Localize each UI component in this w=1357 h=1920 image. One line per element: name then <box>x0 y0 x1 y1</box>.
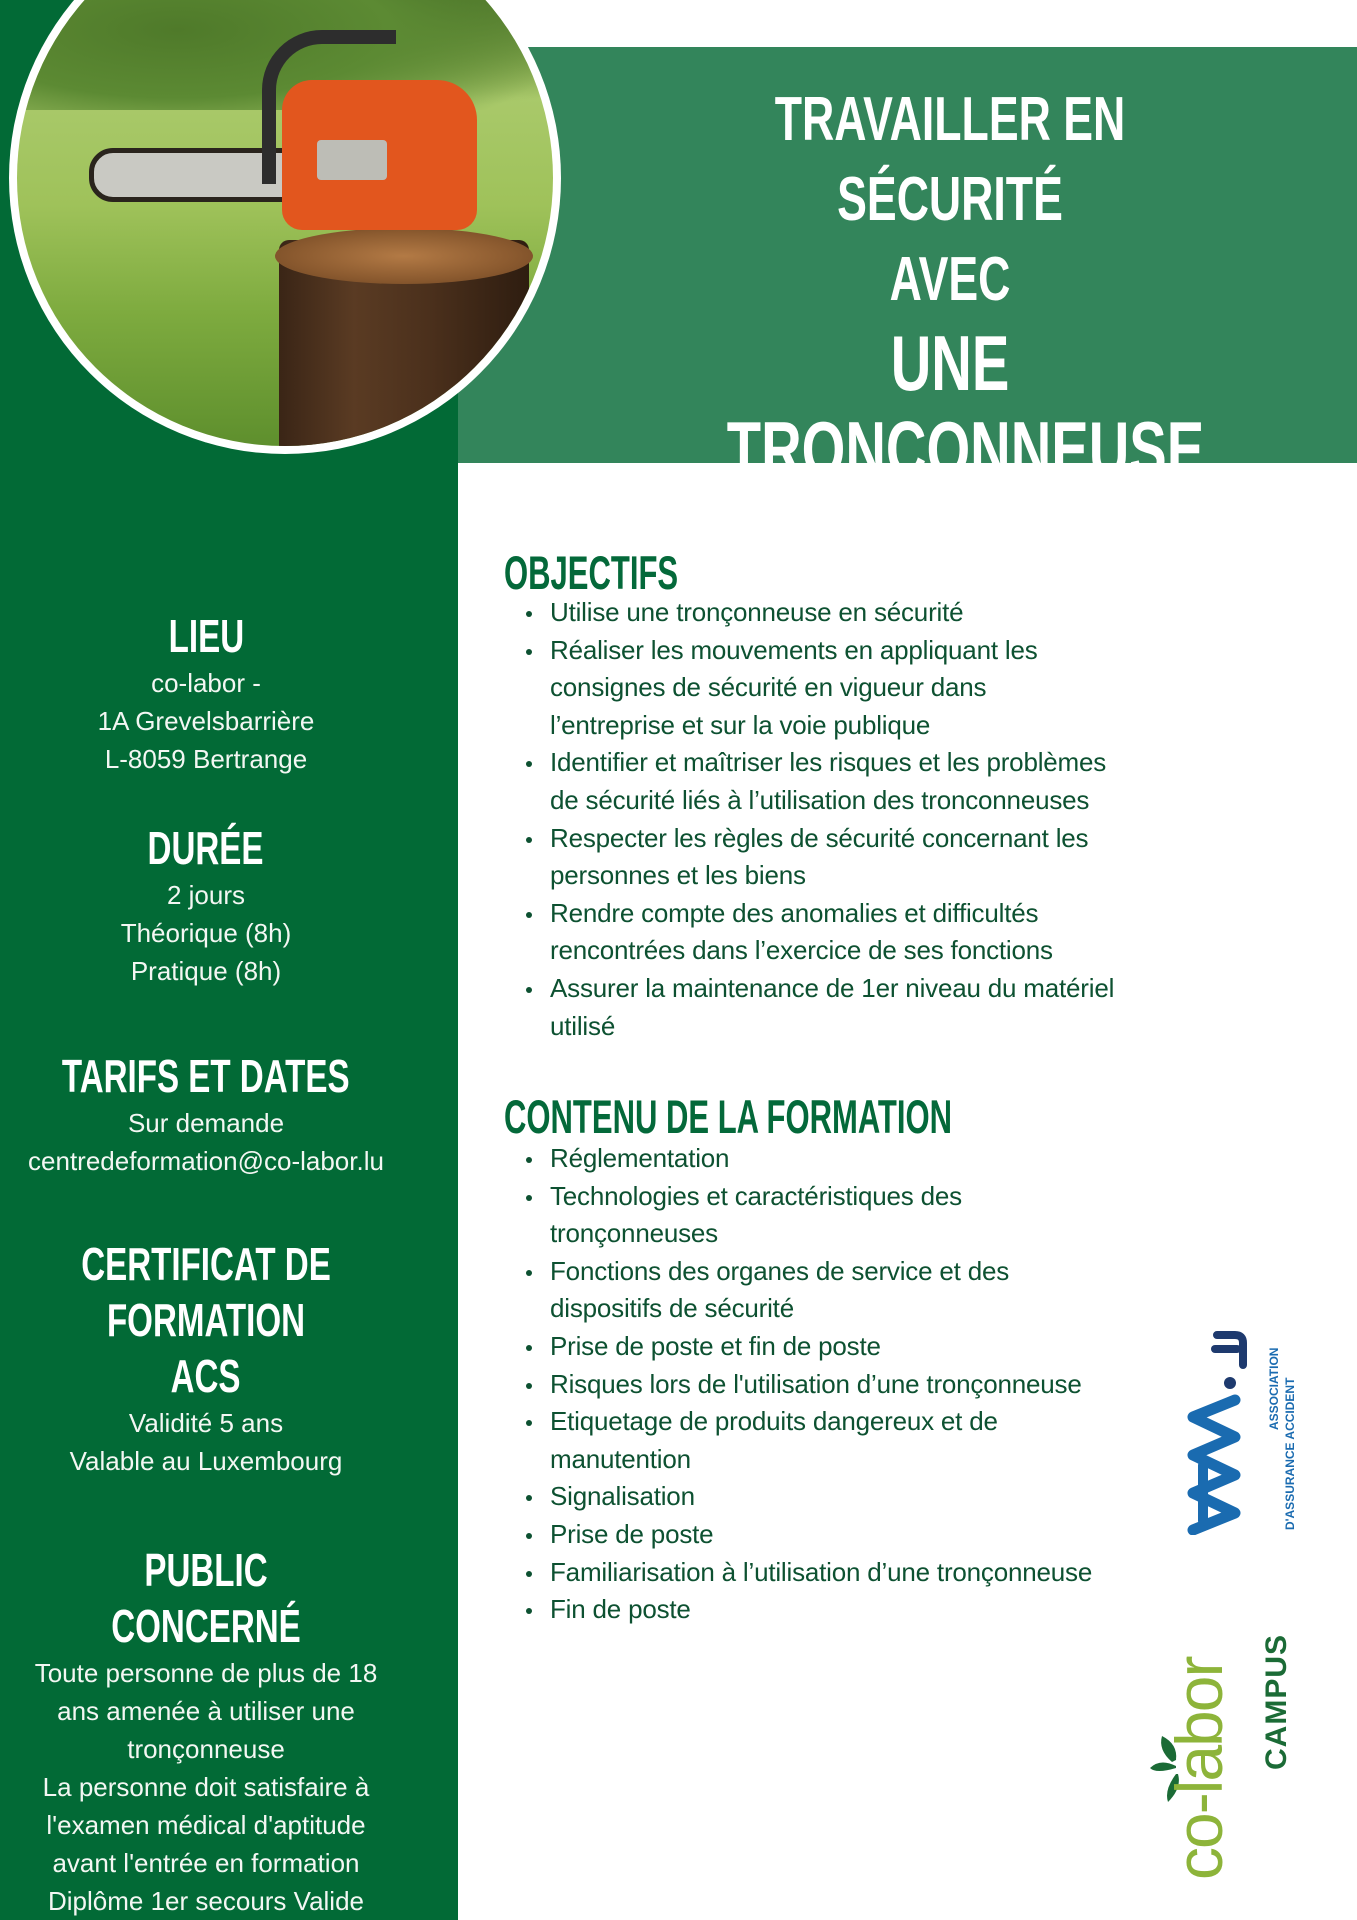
photo-stump-top <box>275 228 533 284</box>
list-item-text: tronçonneuses <box>550 1218 718 1249</box>
list-item-text: dispositifs de sécurité <box>550 1293 794 1324</box>
list-item-text: utilisé <box>550 1010 616 1041</box>
list-item-text: Fonctions des organes de service et des <box>550 1255 1010 1286</box>
list-item-text: Prise de poste <box>550 1518 714 1549</box>
duree-heading: DURÉE <box>148 822 264 874</box>
contact-email-link[interactable]: centredeformation@co-labor.lu <box>28 1146 384 1176</box>
contenu-list <box>504 1140 1164 1629</box>
section-tarifs <box>0 1048 412 1180</box>
section-lieu <box>0 608 412 778</box>
page-title <box>726 80 1205 586</box>
list-item-text: personnes et les biens <box>550 860 806 891</box>
list-item-text: Utilise une tronçonneuse en sécurité <box>550 597 964 627</box>
lieu-line: co-labor - <box>151 668 261 698</box>
public-line: La personne doit satisfaire à <box>42 1772 370 1802</box>
public-line: Toute personne de plus de 18 <box>34 1658 378 1688</box>
public-line: tronçonneuse <box>127 1734 285 1764</box>
list-item <box>504 594 1164 632</box>
list-item <box>504 632 1164 745</box>
public-line: ans amenée à utiliser une <box>57 1696 355 1726</box>
aaa-line2: D'ASSURANCE ACCIDENT <box>1283 1377 1297 1530</box>
title-line-2: AVEC <box>889 245 1011 314</box>
list-item-text: Fin de poste <box>550 1594 691 1625</box>
list-item-text: Prise de poste et fin de poste <box>550 1330 881 1361</box>
list-item-text: manutention <box>550 1443 691 1474</box>
title-line-1: TRAVAILLER EN SÉCURITÉ <box>774 85 1126 234</box>
photo-image <box>17 0 553 446</box>
chainsaw-grille <box>317 140 387 180</box>
section-public <box>0 1542 412 1920</box>
campus-label: CAMPUS <box>1260 1633 1293 1770</box>
list-item-text: rencontrées dans l’exercice de ses fonctions <box>550 935 1053 966</box>
lieu-line: 1A Grevelsbarrière <box>97 706 315 736</box>
title-line-4: FW-MS1 <box>839 495 1061 583</box>
list-item <box>504 1328 1164 1366</box>
list-item-text: Identifier et maîtriser les risques et les problèmes <box>550 747 1107 778</box>
list-item <box>504 1178 1164 1253</box>
lieu-heading: LIEU <box>168 610 244 662</box>
list-item-text: Rendre compte des anomalies et difficultés <box>550 897 1039 928</box>
list-item <box>504 1140 1164 1178</box>
public-line: avant l'entrée en formation <box>52 1848 360 1878</box>
list-item-text: l’entreprise et sur la voie publique <box>550 709 931 740</box>
list-item-text: Respecter les règles de sécurité concernant les <box>550 822 1089 853</box>
certificat-line: Validité 5 ans <box>128 1408 284 1438</box>
title-line-3: UNE TRONÇONNEUSE <box>726 319 1205 493</box>
list-item <box>504 820 1164 895</box>
objectifs-list <box>504 594 1164 1045</box>
duree-line: Pratique (8h) <box>130 956 282 986</box>
list-item-text: Risques lors de l'utilisation d’une tronçonneuse <box>550 1368 1082 1399</box>
list-item <box>504 1591 1164 1629</box>
list-item <box>504 1403 1164 1478</box>
list-item-text: Signalisation <box>550 1481 695 1512</box>
list-item-text: Etiquetage de produits dangereux et de <box>550 1406 998 1437</box>
list-item-text: Familiarisation à l’utilisation d’une tronçonneuse <box>550 1556 1093 1587</box>
certificat-heading: CERTIFICAT DE FORMATION <box>81 1238 331 1346</box>
colabor-logo <box>1140 1580 1300 1880</box>
list-item-text: Réglementation <box>550 1143 730 1173</box>
certificat-heading-acs: ACS <box>171 1350 241 1402</box>
colabor-wordmark: co-labor <box>1162 1657 1236 1880</box>
list-item <box>504 970 1164 1045</box>
list-item-text: Technologies et caractéristiques des <box>550 1180 962 1211</box>
public-line: l'examen médical d'aptitude <box>46 1810 366 1840</box>
tarifs-heading: TARIFS ET DATES <box>62 1050 350 1102</box>
list-item <box>504 744 1164 819</box>
section-certificat <box>0 1236 412 1480</box>
list-item-text: Réaliser les mouvements en appliquant les <box>550 634 1038 665</box>
list-item <box>504 1366 1164 1404</box>
aaa-logo <box>1185 1325 1305 1535</box>
duree-line: 2 jours <box>166 880 246 910</box>
aaa-line1: ASSOCIATION <box>1267 1347 1281 1430</box>
list-item <box>504 1478 1164 1516</box>
duree-line: Théorique (8h) <box>120 918 292 948</box>
list-item-text: de sécurité liés à l’utilisation des tronconneuses <box>550 784 1090 815</box>
section-duree <box>0 820 412 990</box>
tarifs-line: Sur demande <box>127 1108 285 1138</box>
list-item <box>504 895 1164 970</box>
public-line: Diplôme 1er secours Valide <box>48 1886 364 1916</box>
list-item-text: Assurer la maintenance de 1er niveau du matériel <box>550 972 1115 1003</box>
list-item <box>504 1253 1164 1328</box>
certificat-line: Valable au Luxembourg <box>69 1446 343 1476</box>
list-item <box>504 1516 1164 1554</box>
list-item <box>504 1554 1164 1592</box>
list-item-text: consignes de sécurité en vigueur dans <box>550 672 987 703</box>
contenu-heading: CONTENU DE LA FORMATION <box>504 1090 953 1143</box>
lieu-line: L-8059 Bertrange <box>104 744 308 774</box>
public-heading: PUBLIC CONCERNÉ <box>111 1544 301 1652</box>
objectifs-heading: OBJECTIFS <box>504 546 679 599</box>
